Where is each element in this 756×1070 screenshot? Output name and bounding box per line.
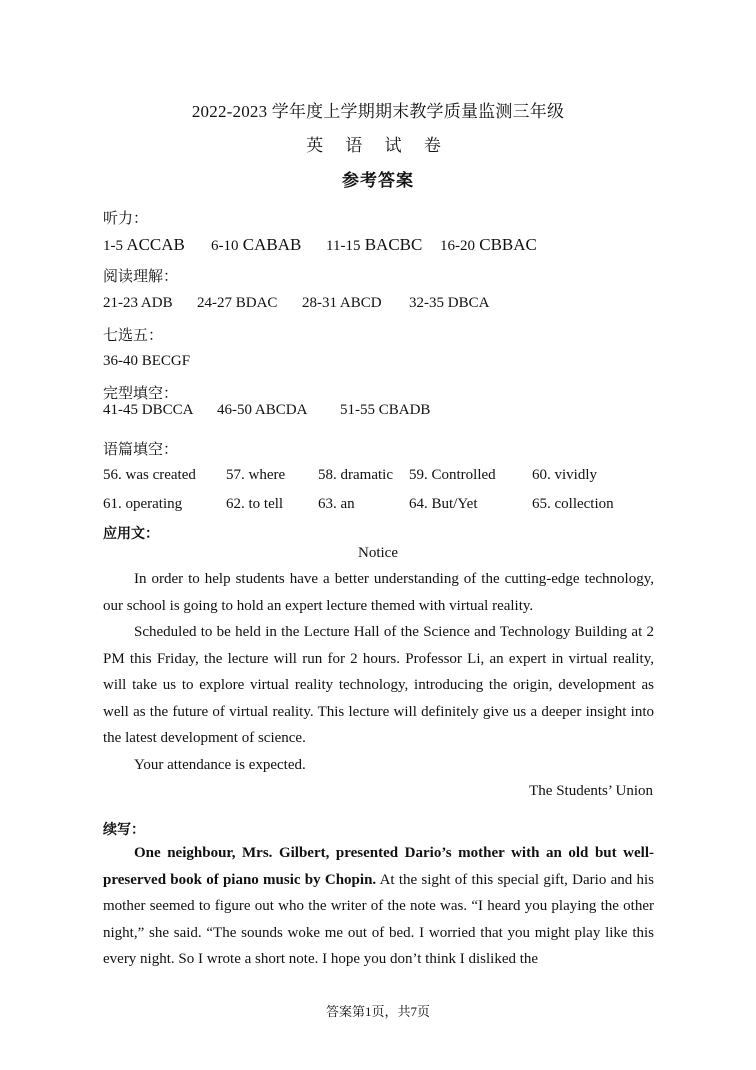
reading-group: 32-35 DBCA [409, 295, 490, 311]
seven-choose-five-group: 36-40 BECGF [103, 353, 191, 369]
listening-label: 听力： [103, 211, 149, 227]
listening-range: 11-15 [326, 238, 361, 254]
continuation-text: At the sight of this special gift, Dario and his mother seemed to figure out who the writer of the note was. “I heard you playing the other night,” she said. “The sounds woke me out of bed. I worried that you might play like this every night. So I wrote a short note. I hope you don’t think I disliked the [103, 871, 654, 968]
grammar-fill-item: 58. dramatic [318, 467, 393, 483]
cloze-group: 41-45 DBCCA [103, 402, 194, 418]
notice-title: Notice [358, 545, 398, 561]
reading-group: 28-31 ABCD [302, 295, 382, 311]
grammar-fill-item: 61. operating [103, 496, 183, 512]
cloze-group: 51-55 CBADB [340, 402, 431, 418]
listening-range: 16-20 [440, 238, 475, 254]
grammar-fill-item: 56. was created [103, 467, 196, 483]
listening-answer: ACCAB [126, 235, 185, 254]
reading-group: 21-23 ADB [103, 295, 173, 311]
notice-paragraph-2: Scheduled to be held in the Lecture Hall of the Science and Technology Building at 2 PM this Friday, the lecture will run for 2 hours. Professor Li, an expert in virtual reality, will take us to explore virtual reality technology, introducing the origin, development as well as the future of virtual reality. This lecture will definitely give us a deeper insight into the latest development of science. [103, 624, 654, 747]
answer-key-heading: 参考答案 [342, 171, 414, 190]
grammar-fill-item: 62. to tell [226, 496, 284, 512]
grammar-fill-item: 59. Controlled [409, 467, 496, 483]
continuation-label: 续写： [103, 822, 145, 838]
grammar-fill-item: 64. But/Yet [409, 496, 478, 512]
notice-signature: The Students’ Union [529, 783, 653, 799]
grammar-fill-label: 语篇填空： [103, 442, 179, 458]
notice-paragraph-3: Your attendance is expected. [134, 757, 306, 773]
grammar-fill-item: 60. vividly [532, 467, 598, 483]
cloze-group: 46-50 ABCDA [217, 402, 308, 418]
listening-range: 1-5 [103, 238, 123, 254]
listening-range: 6-10 [211, 238, 239, 254]
document-title: 2022-2023 学年度上学期期末教学质量监测三年级 [191, 102, 565, 121]
continuation-lead-sentence: One neighbour, Mrs. Gilbert, presented Dario’s mother with an old but well-preserved book of piano music by Chopin. [103, 845, 654, 888]
notice-paragraph-1: In order to help students have a better understanding of the cutting-edge technology, our school is going to hold an expert lecture themed with virtual reality. [103, 571, 654, 614]
page-footer: 答案第1页，共7页 [325, 1004, 430, 1019]
grammar-fill-item: 57. where [226, 467, 286, 483]
grammar-fill-item: 63. an [318, 496, 355, 512]
listening-group-1 [103, 235, 185, 255]
listening-answer: BACBC [364, 235, 423, 254]
continuation-paragraph [103, 840, 654, 973]
cloze-label: 完型填空： [103, 386, 179, 402]
listening-answer: CABAB [242, 235, 302, 254]
reading-group: 24-27 BDAC [197, 295, 278, 311]
seven-choose-five-label: 七选五： [103, 328, 164, 344]
listening-group-4 [440, 235, 537, 255]
reading-label: 阅读理解： [103, 269, 179, 285]
listening-answer: CBBAC [479, 235, 537, 254]
document-subtitle: 英 语 试 卷 [306, 136, 450, 155]
grammar-fill-item: 65. collection [532, 496, 614, 512]
application-label: 应用文： [103, 526, 159, 542]
listening-group-2 [211, 235, 301, 255]
listening-group-3 [326, 235, 422, 255]
